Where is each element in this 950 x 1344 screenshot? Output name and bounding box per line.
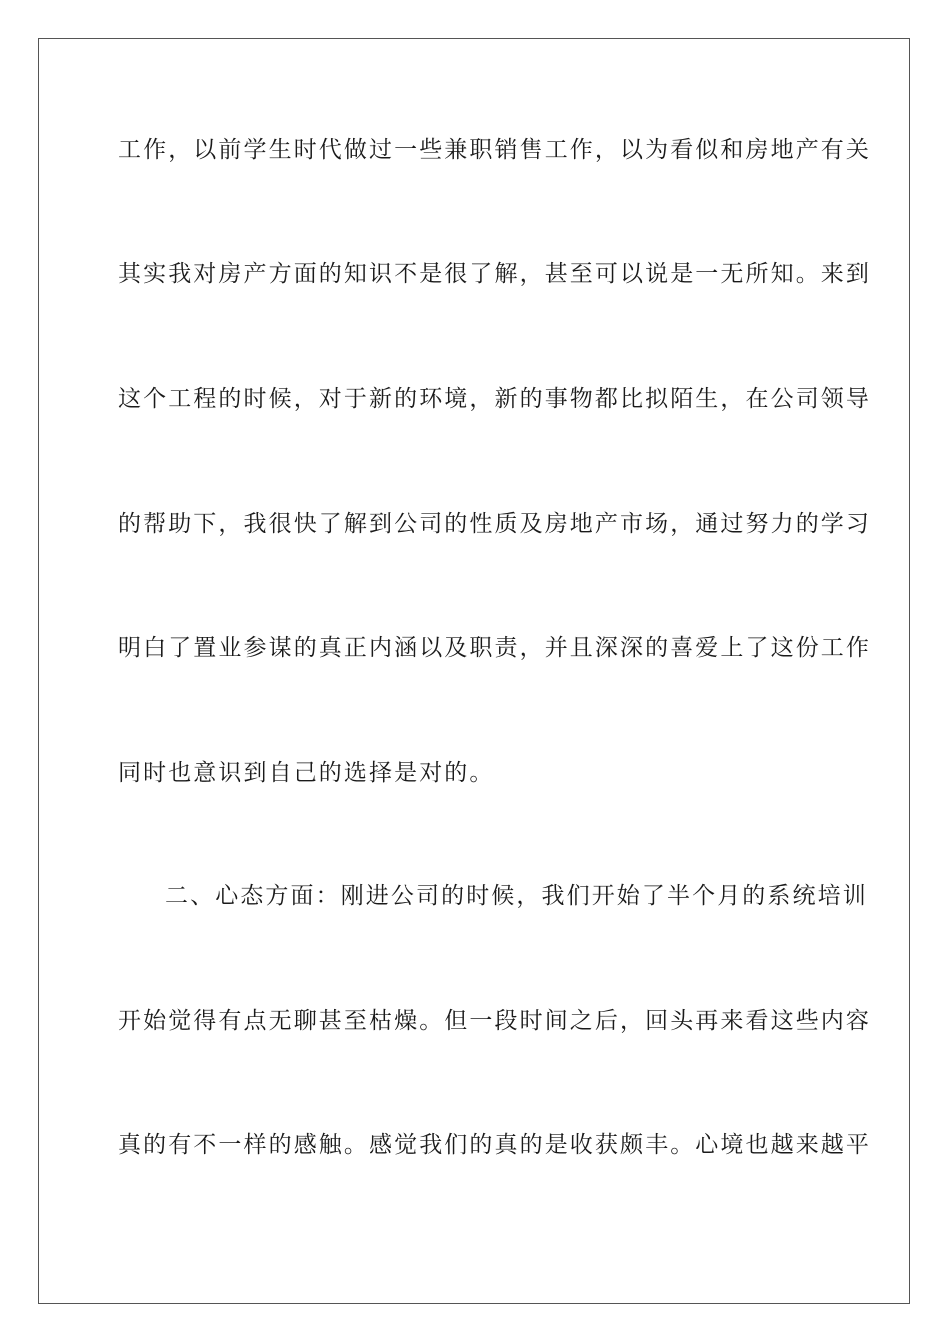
text-line: 明白了置业参谋的真正内涵以及职责，并且深深的喜爱上了这份工作 (118, 635, 871, 661)
text-line: 同时也意识到自己的选择是对的。 (118, 760, 495, 786)
text-line: 其实我对房产方面的知识不是很了解，甚至可以说是一无所知。来到 (118, 261, 871, 287)
paragraph-start-line: 二、心态方面：刚进公司的时候，我们开始了半个月的系统培训 (165, 883, 868, 909)
text-line: 开始觉得有点无聊甚至枯燥。但一段时间之后，回头再来看这些内容 (118, 1008, 871, 1034)
text-line: 的帮助下，我很快了解到公司的性质及房地产市场，通过努力的学习 (118, 511, 871, 537)
page-border (38, 38, 910, 1304)
text-line: 这个工程的时候，对于新的环境，新的事物都比拟陌生，在公司领导 (118, 386, 871, 412)
text-line: 真的有不一样的感触。感觉我们的真的是收获颇丰。心境也越来越平 (118, 1132, 871, 1158)
text-line: 工作，以前学生时代做过一些兼职销售工作，以为看似和房地产有关 (118, 137, 871, 163)
